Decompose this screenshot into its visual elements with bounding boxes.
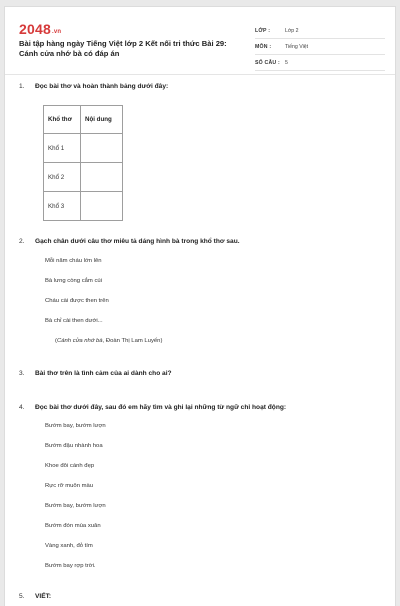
- question-number: 4.: [19, 404, 25, 411]
- meta-label: MÔN :: [255, 44, 272, 50]
- credit-author: , Đoàn Thị Lam Luyến): [102, 338, 163, 344]
- meta-value: Tiếng Việt: [285, 44, 309, 50]
- table-cell-stanza: Khổ 1: [44, 134, 81, 163]
- poem-line: Rực rỡ muôn màu: [45, 483, 94, 489]
- document-title-line-2: Cánh cửa nhớ bà có đáp án: [19, 49, 120, 58]
- poem-line: Mỗi năm cháu lớn lên: [45, 258, 102, 264]
- poem-line: Bướm đậu nhành hoa: [45, 443, 103, 449]
- worksheet-page: [4, 6, 396, 606]
- table-header-row: [44, 106, 123, 134]
- table-row: [44, 134, 123, 163]
- meta-label: LỚP :: [255, 28, 271, 34]
- document-title-line-1: Bài tập hàng ngày Tiếng Việt lớp 2 Kết nối tri thức Bài 29:: [19, 39, 227, 48]
- question-number: 3.: [19, 370, 25, 377]
- question-text: Đọc bài thơ và hoàn thành bảng dưới đây:: [35, 83, 169, 90]
- table-cell-stanza: Khổ 2: [44, 163, 81, 192]
- poem-line: Bướm đón mùa xuân: [45, 523, 101, 529]
- table-cell-answer[interactable]: [81, 192, 123, 221]
- table-header-cell: Nội dung: [81, 106, 123, 134]
- meta-value: Lớp 2: [285, 28, 299, 34]
- document-title: [19, 39, 239, 59]
- question-text: Bài thơ trên là tình cảm của ai dành cho ai?: [35, 370, 172, 377]
- poem-line: Bướm bay, bướm lượn: [45, 503, 106, 509]
- logo-text: 2048: [19, 21, 51, 37]
- poem-line: Bà chỉ cài then dưới...: [45, 318, 103, 324]
- meta-value: 5: [285, 60, 288, 66]
- site-logo[interactable]: [19, 21, 61, 37]
- header-divider: [5, 74, 396, 75]
- meta-row-class: [255, 25, 385, 39]
- poem-line: Bướm bay, bướm lượn: [45, 423, 106, 429]
- table-row: [44, 163, 123, 192]
- credit-title: Cánh cửa nhớ bà: [56, 338, 103, 344]
- question-text: Đọc bài thơ dưới đây, sau đó em hãy tìm và ghi lại những từ ngữ chỉ hoạt động:: [35, 404, 287, 411]
- table-row: [44, 192, 123, 221]
- meta-label: SỐ CÂU :: [255, 60, 280, 66]
- worksheet-header: [19, 19, 385, 73]
- meta-row-subject: [255, 41, 385, 55]
- question-number: 5.: [19, 593, 25, 600]
- question-number: 1.: [19, 83, 25, 90]
- table-cell-answer[interactable]: [81, 163, 123, 192]
- question-text: Gạch chân dưới câu thơ miêu tả dáng hình bà trong khổ thơ sau.: [35, 238, 240, 245]
- meta-row-question-count: [255, 57, 385, 71]
- poem-line: Cháu cài được then trên: [45, 298, 109, 304]
- question-text: VIẾT:: [35, 593, 52, 600]
- table-cell-answer[interactable]: [81, 134, 123, 163]
- poem-line: Khoe đôi cánh đẹp: [45, 463, 95, 469]
- poem-line: Bà lưng còng cắm cúi: [45, 278, 102, 284]
- table-cell-stanza: Khổ 3: [44, 192, 81, 221]
- worksheet-meta: [255, 25, 385, 73]
- poem-line: Bướm bay rợp trời.: [45, 563, 96, 569]
- question-number: 2.: [19, 238, 25, 245]
- poem-credit: [55, 338, 162, 344]
- poem-line: Vàng xanh, đỏ tím: [45, 543, 93, 549]
- table-header-cell: Khổ thơ: [44, 106, 81, 134]
- poem-content-table: [43, 105, 123, 221]
- credit-open: (: [55, 338, 57, 344]
- logo-suffix: .vn: [51, 29, 62, 35]
